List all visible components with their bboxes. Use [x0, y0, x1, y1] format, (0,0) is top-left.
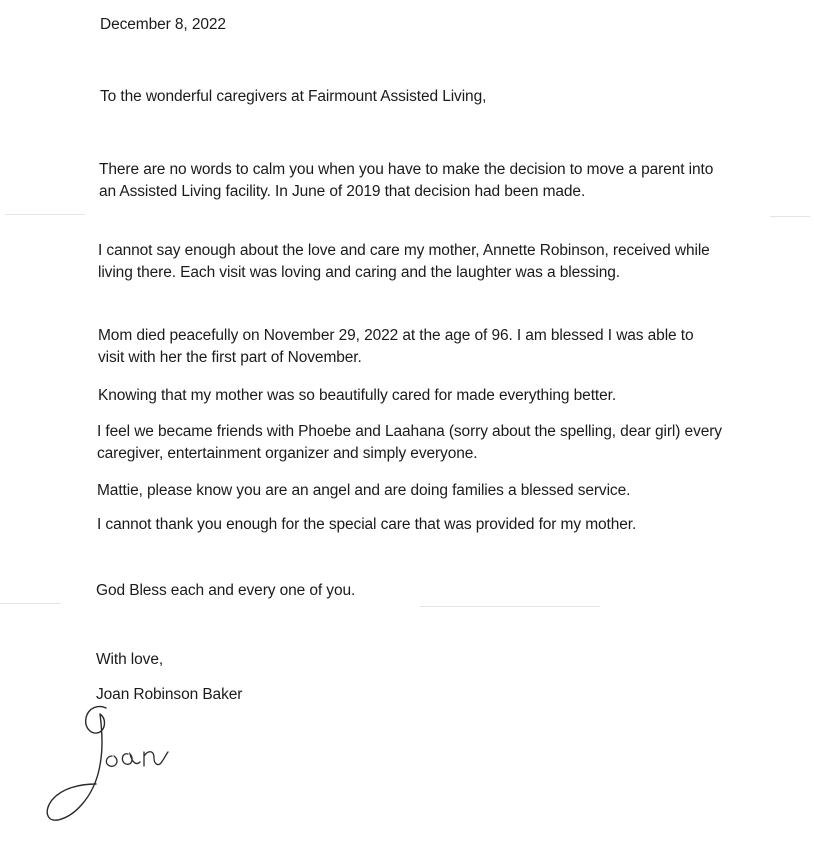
paragraph-mattie: Mattie, please know you are an angel and are doing families a blessed service.: [97, 482, 631, 499]
letter-blessing: God Bless each and every one of you.: [96, 582, 356, 599]
letter-closing: With love,: [96, 651, 164, 668]
letter-date: December 8, 2022: [100, 16, 226, 33]
paragraph-passing: Mom died peacefully on November 29, 2022 at the age of 96. I am blessed I was able to visit with her the first part of November.: [98, 327, 694, 366]
scan-artifact-line: [0, 603, 60, 604]
handwritten-signature: [40, 700, 210, 830]
letter-salutation: To the wonderful caregivers at Fairmount Assisted Living,: [100, 88, 487, 105]
signer-name: Joan Robinson Baker: [96, 686, 243, 703]
paragraph-thank-you: I cannot thank you enough for the special care that was provided for my mother.: [97, 516, 637, 533]
scan-artifact-line: [770, 216, 810, 217]
scan-artifact-line: [420, 606, 600, 607]
paragraph-decision: There are no words to calm you when you have to make the decision to move a parent into an Assisted Living facility. In June of 2019 that decision had been made.: [99, 161, 714, 200]
paragraph-love-and-care: I cannot say enough about the love and care my mother, Annette Robinson, received while living there. Each visit was loving and caring and the laughter was a blessing.: [98, 242, 710, 281]
scan-artifact-line: [5, 214, 85, 215]
paragraph-friends: I feel we became friends with Phoebe and Laahana (sorry about the spelling, dear girl) every caregiver, entertainment organizer and simply everyone.: [97, 423, 722, 462]
paragraph-cared-for: Knowing that my mother was so beautifully cared for made everything better.: [98, 387, 617, 404]
